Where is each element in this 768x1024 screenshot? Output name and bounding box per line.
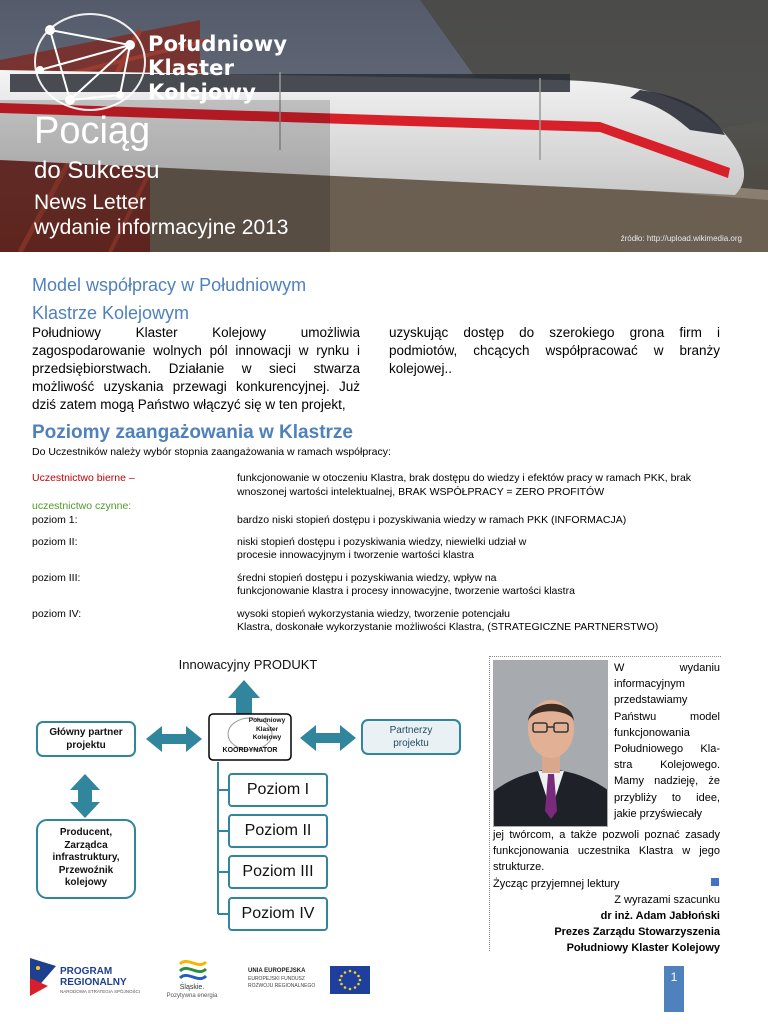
passive-desc-line-2: wnoszonej wartości intelektualnej, BRAK WSPÓŁPRACY = ZERO PROFITÓW xyxy=(237,486,605,498)
welcome-text-right: W wydaniu informacyjnym przedstawiamy Państwu model funkcjonowania Południowego Kla-stra Kolejowego. Mamy nadzieję, że przybliży to idee, jakie przyświecały xyxy=(614,662,720,820)
level-3-desc-line-2: funkcjonowanie klastra i procesy innowacyjne, tworzenie wartości klastra xyxy=(237,585,575,597)
producer-line-5: kolejowy xyxy=(64,877,108,888)
level-3-label: poziom III: xyxy=(32,572,81,584)
vertical-double-arrow-icon xyxy=(70,774,100,818)
partners-line-1: Partnerzy xyxy=(389,725,433,736)
program-line-3: NARODOWA STRATEGIA SPÓJNOŚCI xyxy=(60,989,141,994)
main-partner-line-2: projektu xyxy=(66,739,106,751)
partners-text xyxy=(362,725,460,750)
eu-line-1: UNIA EUROPEJSKA xyxy=(248,968,306,974)
partners-line-2: projektu xyxy=(393,737,429,749)
intro-heading-line-2: Klastrze Kolejowym xyxy=(32,303,190,323)
page-title: Pociąg xyxy=(34,110,151,152)
producer-line-3: infrastruktury, xyxy=(52,852,120,863)
slaskie-line-2: Pozytywna energia xyxy=(166,993,218,999)
newsletter-label: News Letter xyxy=(34,191,147,214)
program-regionalny-logo xyxy=(30,956,150,1000)
author-photo xyxy=(493,660,608,827)
main-partner-text xyxy=(37,727,135,752)
program-flag-icon xyxy=(30,958,56,996)
intro-paragraph-left: Południowy Klaster Kolejowy umożliwia zagospodarowanie wolnych pól innowacji w rynku i przedsiębiorstwach. Działanie w sieci stwarza możliwość uzyskania przewagi konkurencyjnej. Już dziś zatem mogą Państwo włączyć się w ten projekt, xyxy=(32,325,360,412)
column-divider xyxy=(489,656,490,951)
blue-square-icon xyxy=(711,878,719,886)
level-4-label: poziom IV: xyxy=(32,608,82,620)
level-1-label: poziom 1: xyxy=(32,514,78,526)
logo-line-2: Klaster xyxy=(148,56,235,80)
column-top-border xyxy=(489,656,721,657)
welcome-text-below xyxy=(493,827,720,892)
producer-line-4: Przewoźnik xyxy=(58,864,114,876)
level-box-2-label: Poziom II xyxy=(244,822,312,839)
level-box-1-label: Poziom I xyxy=(246,781,310,798)
level-box-4-label: Poziom IV xyxy=(241,905,315,922)
level-2-label: poziom II: xyxy=(32,536,78,548)
producer-text xyxy=(37,827,135,890)
intro-heading-line-1: Model współpracy w Południowym xyxy=(32,275,307,295)
level-2-desc-line-1: niski stopień dostępu i pozyskiwania wiedzy, niewielki udział w xyxy=(237,536,527,548)
eu-logo xyxy=(248,966,372,996)
level-4-desc-line-1: wysoki stopień wykorzystania wiedzy, tworzenie potencjału xyxy=(237,608,510,620)
level-box-3-label: Poziom III xyxy=(242,863,314,880)
author-role: Prezes Zarządu Stowarzyszenia xyxy=(554,926,720,938)
passive-desc-line-1: funkcjonowanie w otoczeniu Klastra, brak dostępu do wiedzy i efektów pracy w ramach PKK, brak xyxy=(237,472,692,484)
program-line-2: REGIONALNY xyxy=(60,977,127,988)
regards: Z wyrazami szacunku xyxy=(614,894,720,906)
page-number: 1 xyxy=(664,966,684,1012)
diagram-top-label: Innowacyjny PRODUKT xyxy=(178,657,318,672)
author-org: Południowy Klaster Kolejowy xyxy=(566,942,720,954)
welcome-wish: Życząc przyjemnej lektury xyxy=(493,877,620,890)
slaskie-logo xyxy=(160,956,224,1006)
welcome-text-continuation: jej twórcom, a także pozwoli poznać zasady funkcjonowania uczestnika Klastra w jego strukturze. xyxy=(493,829,720,874)
level-1-desc: bardzo niski stopień dostępu i pozyskiwania wiedzy w ramach PKK (INFORMACJA) xyxy=(237,514,627,526)
up-arrow-icon xyxy=(228,680,260,714)
coordinator-logo-text xyxy=(237,717,297,743)
passive-label: Uczestnictwo bierne – xyxy=(32,472,135,484)
coordinator-label: KOORDYNATOR xyxy=(222,747,278,754)
left-double-arrow-icon xyxy=(146,726,202,752)
eu-flag-icon xyxy=(330,966,370,994)
level-3-desc-line-1: średni stopień dostępu i pozyskiwania wiedzy, wpływ na xyxy=(237,572,497,584)
coordinator-logo-line-3: Kolejowy xyxy=(252,734,282,741)
producer-line-1: Producent, xyxy=(59,827,113,838)
producer-line-2: Zarządca xyxy=(64,839,108,851)
slaskie-line-1: Śląskie. xyxy=(179,984,205,991)
slaskie-wave-icon xyxy=(178,956,208,982)
active-label: uczestnictwo czynne: xyxy=(32,500,132,512)
author-name: dr inż. Adam Jabłoński xyxy=(600,910,720,922)
program-line-1: PROGRAM xyxy=(60,966,113,977)
header-banner xyxy=(0,0,768,252)
levels-intro: Do Uczestników należy wybór stopnia zaangażowania w ramach współpracy: xyxy=(32,446,391,458)
main-partner-line-1: Główny partner xyxy=(49,727,123,738)
levels-heading: Poziomy zaangażowania w Klastrze xyxy=(32,422,353,443)
page-subtitle: do Sukcesu xyxy=(34,157,160,184)
level-2-desc-line-2: procesie innowacyjnym i tworzenie wartości klastra xyxy=(237,549,474,561)
intro-paragraph-right: uzyskując dostęp do szerokiego grona firm i podmiotów, chcących współpracować w branży kolejowej.. xyxy=(389,325,720,376)
coordinator-logo-line-1: Południowy xyxy=(248,717,286,724)
logo-line-1: Południowy xyxy=(148,32,288,56)
eu-line-2: EUROPEJSKI FUNDUSZ xyxy=(248,976,305,982)
cooperation-diagram xyxy=(28,650,478,940)
intro-heading xyxy=(32,271,372,327)
coordinator-logo-line-2: Klaster xyxy=(255,725,279,733)
edition-label: wydanie informacyjne 2013 xyxy=(34,216,289,239)
logo-line-3: Kolejowy xyxy=(148,80,257,104)
image-source: źródło: http://upload.wikimedia.org xyxy=(620,234,742,243)
right-double-arrow-icon xyxy=(300,725,356,751)
level-4-desc-line-2: Klastra, doskonałe wykorzystanie możliwości Klastra, (STRATEGICZNE PARTNERSTWO) xyxy=(237,621,659,633)
eu-line-3: ROZWOJU REGIONALNEGO xyxy=(248,983,316,989)
